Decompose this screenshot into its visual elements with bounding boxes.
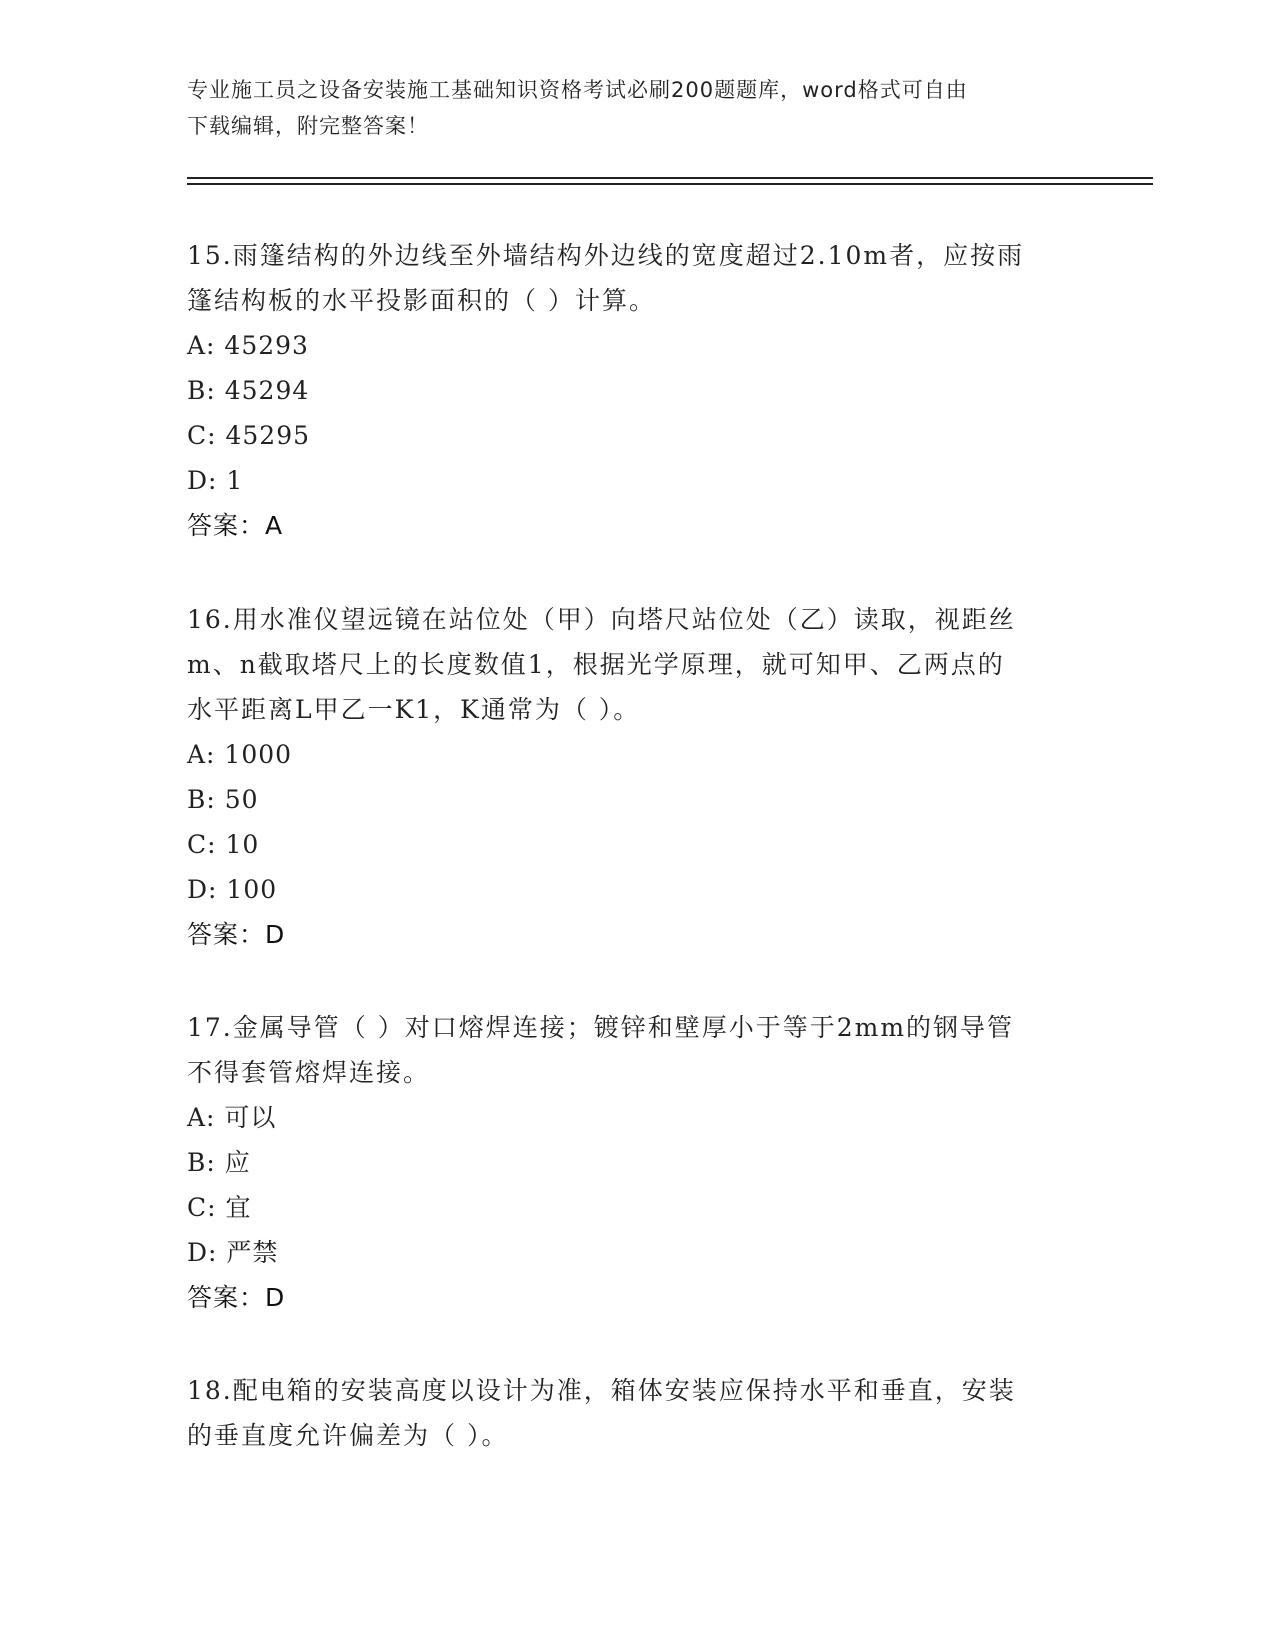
- header-divider-top: [187, 177, 1153, 179]
- question-text-line: 的垂直度允许偏差为（ ）。: [187, 1421, 509, 1450]
- option-d: D: 1: [187, 466, 244, 495]
- header-divider-bottom: [187, 183, 1153, 185]
- option-b: B: 45294: [187, 376, 310, 405]
- question-text-line: m、n截取塔尺上的长度数值1，根据光学原理，就可知甲、乙两点的: [187, 650, 1005, 679]
- question-text-line: 15.雨篷结构的外边线至外墙结构外边线的宽度超过2.10m者，应按雨: [187, 241, 1025, 270]
- question-15: [187, 233, 1087, 548]
- header-line-1: 专业施工员之设备安装施工基础知识资格考试必刷200题题库，word格式可自由: [187, 78, 968, 102]
- document-header: [187, 72, 1067, 144]
- question-16: [187, 597, 1087, 957]
- question-17: [187, 1005, 1087, 1320]
- question-text-line: 16.用水准仪望远镜在站位处（甲）向塔尺站位处（乙）读取，视距丝: [187, 605, 1016, 634]
- option-c: C: 45295: [187, 421, 311, 450]
- answer-line: 答案：A: [187, 511, 284, 540]
- option-a: A: 45293: [187, 331, 309, 360]
- question-text-line: 水平距离L甲乙一K1，K通常为（ ）。: [187, 695, 641, 724]
- question-text-line: 18.配电箱的安装高度以设计为准，箱体安装应保持水平和垂直，安装: [187, 1376, 1016, 1405]
- answer-line: 答案：D: [187, 1283, 286, 1312]
- option-d: D: 严禁: [187, 1238, 279, 1267]
- option-a: A: 1000: [187, 740, 293, 769]
- question-text-line: 篷结构板的水平投影面积的（ ）计算。: [187, 286, 656, 315]
- option-a: A: 可以: [187, 1103, 277, 1132]
- option-d: D: 100: [187, 875, 278, 904]
- question-text-line: 不得套管熔焊连接。: [187, 1058, 431, 1087]
- header-line-2: 下载编辑，附完整答案！: [187, 114, 429, 138]
- option-b: B: 50: [187, 785, 259, 814]
- question-18: [187, 1368, 1087, 1458]
- option-b: B: 应: [187, 1148, 251, 1177]
- question-text-line: 17.金属导管（ ）对口熔焊连接；镀锌和壁厚小于等于2mm的钢导管: [187, 1013, 1015, 1042]
- answer-line: 答案：D: [187, 920, 286, 949]
- option-c: C: 10: [187, 830, 260, 859]
- option-c: C: 宜: [187, 1193, 252, 1222]
